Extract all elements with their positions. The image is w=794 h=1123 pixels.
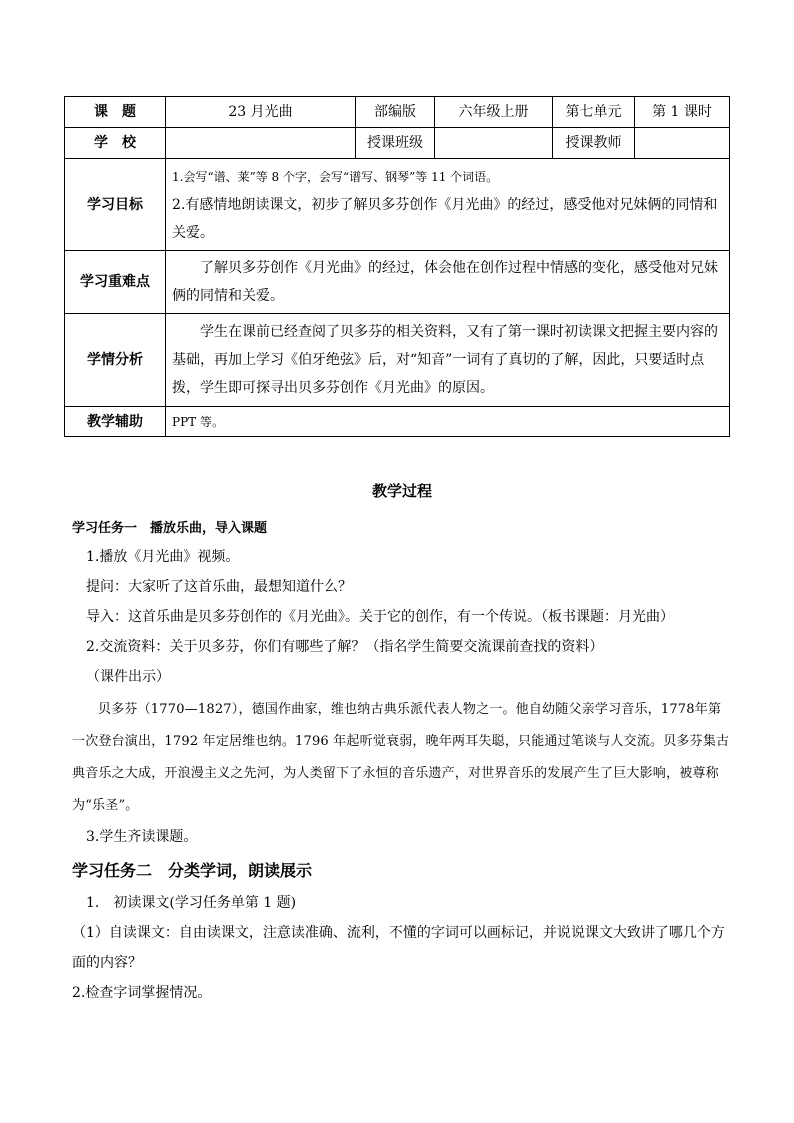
lesson-title: 23 月光曲 bbox=[166, 97, 356, 128]
task1-line: 3.学生齐读课题。 bbox=[86, 829, 198, 845]
table-row bbox=[65, 159, 730, 251]
beethoven-bio: 贝多芬（1770—1827），德国作曲家，维也纳古典乐派代表人物之一。他自幼随父亲学习音乐，1778年第一次登台演出，1792 年定居维也纳。1796 年起听觉衰弱，晚年两耳失聪，只能通过笔谈与人交流。贝多芬集古典音乐之大成，开浪漫主义之先河，为人类留下了永恒的音乐遗产，对世界音乐的发展产生了巨大影响，被尊称为“乐圣”。 bbox=[72, 702, 730, 813]
table-row bbox=[65, 407, 730, 437]
lesson-info-table bbox=[64, 96, 730, 437]
topic-label: 课 题 bbox=[65, 97, 166, 128]
table-row bbox=[65, 251, 730, 314]
unit-cell: 第七单元 bbox=[553, 97, 635, 128]
class-label: 授课班级 bbox=[356, 128, 435, 159]
edition-cell: 部编版 bbox=[356, 97, 435, 128]
aids-label: 教学辅助 bbox=[65, 407, 166, 437]
keypoints-label: 学习重难点 bbox=[65, 251, 166, 314]
table-row bbox=[65, 128, 730, 159]
process-title: 教学过程 bbox=[371, 482, 432, 500]
grade-cell: 六年级上册 bbox=[435, 97, 553, 128]
task1-line: 2.交流资料：关于贝多芬，你们有哪些了解？（指名学生简要交流课前查找的资料） bbox=[86, 639, 604, 655]
task1-line: 1.播放《月光曲》视频。 bbox=[86, 549, 240, 565]
task1-line: 导入：这首乐曲是贝多芬创作的《月光曲》。关于它的创作，有一个传说。（板书课题：月光曲） bbox=[86, 609, 674, 625]
objectives-content bbox=[166, 159, 730, 251]
class-value bbox=[435, 128, 553, 159]
objectives-label: 学习目标 bbox=[65, 159, 166, 251]
teacher-label: 授课教师 bbox=[553, 128, 635, 159]
objective-item: 2.有感情地朗读课文，初步了解贝多芬创作《月光曲》的经过，感受他对兄妹俩的同情和关爱。 bbox=[172, 196, 718, 241]
school-value bbox=[166, 128, 356, 159]
task2-heading: 学习任务二 分类学词，朗读展示 bbox=[72, 861, 313, 880]
school-label: 学 校 bbox=[65, 128, 166, 159]
analysis-label: 学情分析 bbox=[65, 314, 166, 407]
task1-line: 提问：大家听了这首乐曲，最想知道什么？ bbox=[86, 579, 352, 595]
teacher-value bbox=[635, 128, 730, 159]
task1-heading: 学习任务一 播放乐曲，导入课题 bbox=[72, 521, 268, 536]
task2-line: （1）自读课文：自由读课文，注意读准确、流利，不懂的字词可以画标记，并说说课文大致讲了哪几个方面的内容？ bbox=[72, 925, 725, 971]
task1-line: （课件出示） bbox=[86, 669, 170, 685]
analysis-content: 学生在课前已经查阅了贝多芬的相关资料，又有了第一课时初读课文把握主要内容的基础，再加上学习《伯牙绝弦》后，对“知音”一词有了真切的了解，因此，只要适时点拨，学生即可探寻出贝多芬创作《月光曲》的原因。 bbox=[166, 314, 730, 407]
period-cell: 第 1 课时 bbox=[635, 97, 730, 128]
keypoints-content: 了解贝多芬创作《月光曲》的经过，体会他在创作过程中情感的变化，感受他对兄妹俩的同情和关爱。 bbox=[166, 251, 730, 314]
task2-line: 2.检查字词掌握情况。 bbox=[72, 985, 212, 1001]
objective-item: 1.会写“谱、莱”等 8 个字，会写“谱写、钢琴”等 11 个词语。 bbox=[172, 169, 499, 184]
aids-content: PPT 等。 bbox=[166, 407, 730, 437]
teaching-process bbox=[72, 476, 732, 1008]
table-row bbox=[65, 97, 730, 128]
table-row bbox=[65, 314, 730, 407]
task2-line: 1. 初读课文(学习任务单第 1 题) bbox=[86, 895, 297, 911]
